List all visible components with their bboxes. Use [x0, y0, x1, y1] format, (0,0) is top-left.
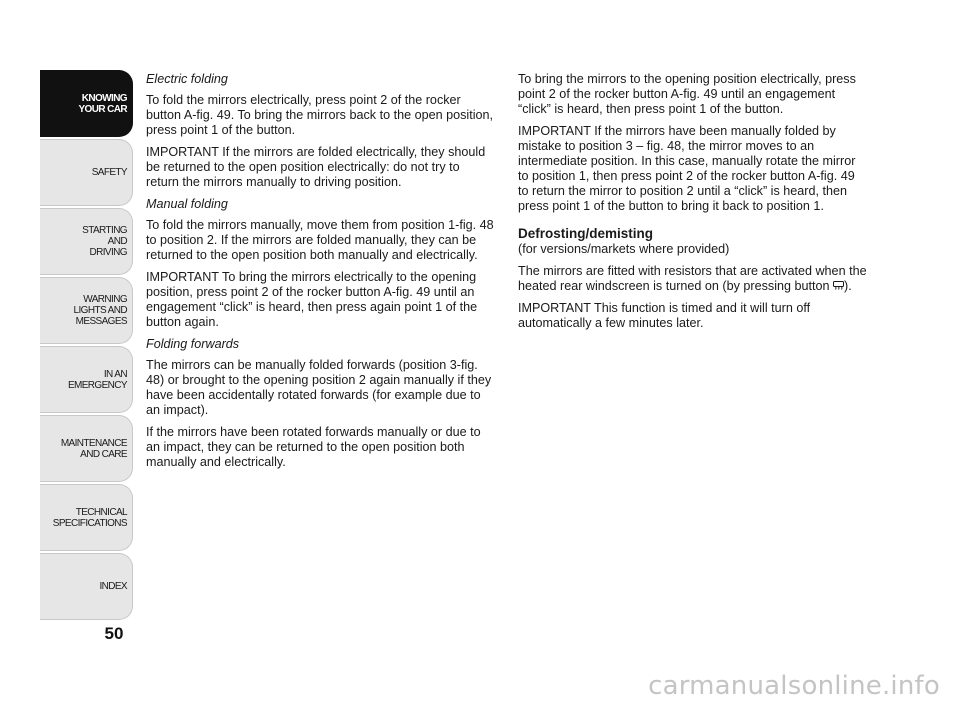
electric-folding-important: IMPORTANT If the mirrors are folded electrically, they should be returned to the open position electrically: do not try to return the mirrors manually to driving position. — [146, 145, 486, 189]
tab-maintenance-and-care[interactable]: MAINTENANCE AND CARE — [40, 415, 133, 482]
chapter-tabs — [40, 70, 133, 622]
defrosting-text-end: ). — [844, 279, 852, 293]
right-column — [518, 72, 868, 338]
defrosting-availability-note: (for versions/markets where provided) — [518, 242, 730, 256]
left-column — [146, 72, 496, 477]
tab-index[interactable]: INDEX — [40, 553, 133, 620]
tab-knowing-your-car[interactable]: KNOWING YOUR CAR — [40, 70, 133, 137]
tab-starting-and-driving[interactable]: STARTING AND DRIVING — [40, 208, 133, 275]
electric-folding-text: To fold the mirrors electrically, press point 2 of the rocker button A-fig. 49. To bring the mirrors back to the open position, press point 1 of the button. — [146, 93, 493, 137]
heated-rear-window-icon — [833, 281, 844, 291]
opening-position-text: To bring the mirrors to the opening position electrically, press point 2 of the rocker button A-fig. 49 until an engagement “click” is heard, then press point 1 of the button. — [518, 72, 856, 116]
watermark: carmanualsonline.info — [648, 671, 940, 701]
manual-folding-text: To fold the mirrors manually, move them from position 1-fig. 48 to position 2. If the mirrors are folded manually, they can be returned to the open position both manually and electrically. — [146, 218, 494, 262]
defrosting-heading: Defrosting/demisting — [518, 226, 654, 241]
tab-safety[interactable]: SAFETY — [40, 139, 133, 206]
defrosting-text — [518, 264, 868, 294]
manual-fold-mistake-important: IMPORTANT If the mirrors have been manually folded by mistake to position 3 – fig. 48, the mirror moves to an intermediate position. In this case, manually rotate the mirror to position 1, then press point 2 of the rocker button A-fig. 49 to return the mirror to position 2 until a “click” is heard, then press point 1 of the button to bring it back to position 1. — [518, 124, 856, 213]
electric-folding-heading: Electric folding — [146, 72, 228, 86]
defrosting-text-start: The mirrors are fitted with resistors that are activated when the heated rear windscreen is turned on (by pressing button — [518, 264, 867, 293]
folding-forwards-text: The mirrors can be manually folded forwards (position 3-fig. 48) or brought to the opening position 2 again manually if they have been accidentally rotated forwards (for example due to an impact). — [146, 358, 492, 417]
tab-warning-lights-and-messages[interactable]: WARNING LIGHTS AND MESSAGES — [40, 277, 133, 344]
defrosting-timer-important: IMPORTANT This function is timed and it will turn off automatically a few minutes later. — [518, 301, 811, 330]
page-number: 50 — [104, 624, 124, 643]
manual-folding-important: IMPORTANT To bring the mirrors electrically to the opening position, press point 2 of the rocker button A-fig. 49 until an engagement “click” is heard, then press again point 1 of the button again. — [146, 270, 478, 329]
tab-technical-specifications[interactable]: TECHNICAL SPECIFICATIONS — [40, 484, 133, 551]
tab-in-an-emergency[interactable]: IN AN EMERGENCY — [40, 346, 133, 413]
folding-forwards-heading: Folding forwards — [146, 337, 240, 351]
manual-folding-heading: Manual folding — [146, 197, 228, 211]
folding-forwards-return-text: If the mirrors have been rotated forwards manually or due to an impact, they can be returned to the open position both manually and electrically. — [146, 425, 481, 469]
